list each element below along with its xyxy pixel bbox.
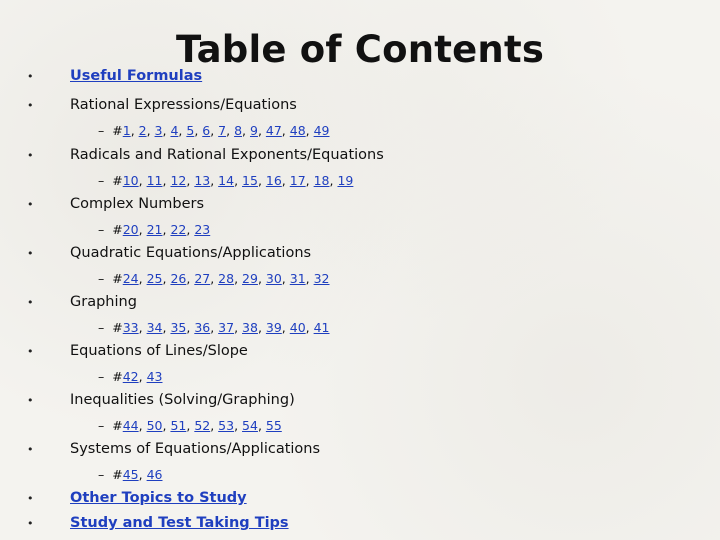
problem-link[interactable]: 12	[170, 172, 187, 188]
dash-marker: –	[98, 221, 105, 237]
problem-link[interactable]: 4	[170, 122, 179, 138]
separator: ,	[257, 172, 266, 188]
hash-marker: #	[112, 270, 123, 286]
separator: ,	[138, 221, 147, 237]
toc-item	[0, 511, 720, 535]
problem-link[interactable]: 49	[313, 122, 330, 138]
separator: ,	[257, 417, 266, 433]
toc-item	[0, 388, 720, 412]
problem-link[interactable]: 40	[289, 319, 306, 335]
toc-topic-label: Radicals and Rational Exponents/Equations	[70, 147, 384, 163]
bullet-icon: •	[27, 491, 34, 505]
page-title: Table of Contents	[175, 28, 545, 71]
toc-item	[0, 93, 720, 117]
toc-link[interactable]: Useful Formulas	[70, 68, 203, 84]
toc-link[interactable]: Other Topics to Study	[70, 490, 247, 506]
separator: ,	[281, 319, 290, 335]
problem-link[interactable]: 52	[194, 417, 211, 433]
problem-link[interactable]: 23	[194, 221, 211, 237]
separator: ,	[281, 270, 290, 286]
separator: ,	[210, 270, 219, 286]
problem-link[interactable]: 29	[242, 270, 258, 286]
separator: ,	[186, 417, 195, 433]
separator: ,	[178, 122, 187, 138]
separator: ,	[329, 172, 338, 188]
separator: ,	[257, 270, 266, 286]
problem-link[interactable]: 15	[242, 172, 258, 188]
problem-links	[98, 222, 210, 237]
separator: ,	[226, 122, 235, 138]
separator: ,	[162, 319, 171, 335]
separator: ,	[138, 417, 147, 433]
bullet-icon: •	[27, 442, 34, 456]
toc-subitem	[0, 315, 720, 339]
bullet-icon: •	[27, 295, 34, 309]
problem-links	[98, 271, 330, 286]
separator: ,	[186, 221, 195, 237]
problem-links	[98, 320, 330, 335]
toc-item	[0, 339, 720, 363]
problem-link[interactable]: 21	[146, 221, 163, 237]
problem-link[interactable]: 14	[218, 172, 235, 188]
problem-links	[98, 467, 163, 482]
problem-link[interactable]: 1	[122, 122, 131, 138]
toc-topic-label: Inequalities (Solving/Graphing)	[70, 392, 295, 408]
problem-link[interactable]: 55	[265, 417, 282, 433]
problem-link[interactable]: 10	[122, 172, 139, 188]
separator: ,	[305, 270, 314, 286]
problem-link[interactable]: 31	[289, 270, 306, 286]
problem-link[interactable]: 2	[138, 122, 147, 138]
problem-link[interactable]: 13	[194, 172, 211, 188]
dash-marker: –	[98, 270, 105, 286]
hash-marker: #	[112, 221, 123, 237]
separator: ,	[186, 172, 195, 188]
toc-topic-label: Rational Expressions/Equations	[70, 97, 297, 113]
separator: ,	[234, 270, 243, 286]
bullet-icon: •	[27, 98, 34, 112]
toc-topic-label: Equations of Lines/Slope	[70, 343, 248, 359]
toc-topic-label: Graphing	[70, 294, 137, 310]
problem-links	[98, 173, 353, 188]
bullet-icon: •	[27, 69, 34, 83]
separator: ,	[138, 319, 147, 335]
toc-item	[0, 437, 720, 461]
separator: ,	[162, 221, 171, 237]
toc-subitem	[0, 266, 720, 290]
toc-item	[0, 64, 720, 88]
toc-link[interactable]: Study and Test Taking Tips	[70, 515, 289, 531]
separator: ,	[138, 270, 147, 286]
problem-link[interactable]: 35	[170, 319, 187, 335]
problem-link[interactable]: 9	[249, 122, 258, 138]
bullet-icon: •	[27, 148, 34, 162]
separator: ,	[305, 122, 314, 138]
separator: ,	[281, 172, 290, 188]
problem-link[interactable]: 41	[313, 319, 330, 335]
hash-marker: #	[112, 172, 123, 188]
problem-link[interactable]: 28	[218, 270, 235, 286]
problem-link[interactable]: 27	[194, 270, 211, 286]
problem-link[interactable]: 44	[122, 417, 139, 433]
dash-marker: –	[98, 122, 105, 138]
problem-link[interactable]: 34	[146, 319, 163, 335]
toc-topic-label: Quadratic Equations/Applications	[70, 245, 312, 261]
problem-link[interactable]: 51	[170, 417, 187, 433]
separator: ,	[210, 122, 219, 138]
separator: ,	[305, 319, 314, 335]
separator: ,	[210, 172, 219, 188]
separator: ,	[210, 417, 219, 433]
hash-marker: #	[112, 368, 123, 384]
problem-link[interactable]: 42	[122, 368, 139, 384]
toc-topic-label: Complex Numbers	[70, 196, 205, 212]
separator: ,	[210, 319, 219, 335]
toc-item	[0, 241, 720, 265]
dash-marker: –	[98, 319, 105, 335]
problem-link[interactable]: 45	[122, 466, 139, 482]
toc-item	[0, 192, 720, 216]
separator: ,	[186, 319, 195, 335]
separator: ,	[130, 122, 139, 138]
toc-subitem	[0, 413, 720, 437]
problem-link[interactable]: 18	[313, 172, 330, 188]
problem-link[interactable]: 6	[202, 122, 211, 138]
problem-link[interactable]: 54	[242, 417, 258, 433]
problem-link[interactable]: 25	[146, 270, 163, 286]
dash-marker: –	[98, 417, 105, 433]
toc-subitem	[0, 217, 720, 241]
problem-link[interactable]: 3	[154, 122, 163, 138]
separator: ,	[146, 122, 155, 138]
toc-item	[0, 486, 720, 510]
separator: ,	[162, 172, 171, 188]
problem-link[interactable]: 33	[122, 319, 139, 335]
toc-subitem	[0, 168, 720, 192]
separator: ,	[162, 270, 171, 286]
separator: ,	[234, 319, 243, 335]
problem-link[interactable]: 47	[265, 122, 282, 138]
problem-links	[98, 123, 330, 138]
separator: ,	[234, 417, 243, 433]
toc-item	[0, 143, 720, 167]
problem-link[interactable]: 48	[289, 122, 306, 138]
bullet-icon: •	[27, 393, 34, 407]
problem-link[interactable]: 36	[194, 319, 211, 335]
problem-link[interactable]: 46	[146, 466, 163, 482]
bullet-icon: •	[27, 344, 34, 358]
problem-link[interactable]: 16	[265, 172, 282, 188]
problem-link[interactable]: 53	[218, 417, 235, 433]
problem-link[interactable]: 37	[218, 319, 235, 335]
separator: ,	[138, 466, 147, 482]
problem-link[interactable]: 39	[265, 319, 282, 335]
dash-marker: –	[98, 368, 105, 384]
problem-link[interactable]: 22	[170, 221, 187, 237]
toc-item	[0, 290, 720, 314]
separator: ,	[257, 122, 266, 138]
separator: ,	[194, 122, 203, 138]
toc-topic-label: Systems of Equations/Applications	[70, 441, 321, 457]
problem-link[interactable]: 20	[122, 221, 139, 237]
separator: ,	[281, 122, 290, 138]
problem-link[interactable]: 5	[186, 122, 195, 138]
problem-link[interactable]: 38	[242, 319, 258, 335]
bullet-icon: •	[27, 197, 34, 211]
hash-marker: #	[112, 417, 123, 433]
separator: ,	[186, 270, 195, 286]
problem-link[interactable]: 19	[337, 172, 354, 188]
toc-subitem	[0, 462, 720, 486]
dash-marker: –	[98, 466, 105, 482]
problem-link[interactable]: 50	[146, 417, 163, 433]
problem-link[interactable]: 17	[289, 172, 306, 188]
problem-link[interactable]: 24	[122, 270, 139, 286]
problem-link[interactable]: 32	[313, 270, 330, 286]
separator: ,	[138, 172, 147, 188]
problem-link[interactable]: 30	[265, 270, 282, 286]
toc-subitem	[0, 118, 720, 142]
separator: ,	[242, 122, 250, 138]
problem-link[interactable]: 26	[170, 270, 187, 286]
dash-marker: –	[98, 172, 105, 188]
problem-links	[98, 369, 163, 384]
separator: ,	[305, 172, 314, 188]
separator: ,	[162, 122, 171, 138]
problem-links	[98, 418, 282, 433]
problem-link[interactable]: 7	[218, 122, 227, 138]
hash-marker: #	[112, 319, 123, 335]
separator: ,	[162, 417, 171, 433]
bullet-icon: •	[27, 516, 34, 530]
hash-marker: #	[112, 466, 123, 482]
toc-subitem	[0, 364, 720, 388]
bullet-icon: •	[27, 246, 34, 260]
separator: ,	[138, 368, 147, 384]
problem-link[interactable]: 8	[234, 122, 243, 138]
problem-link[interactable]: 11	[146, 172, 163, 188]
separator: ,	[234, 172, 243, 188]
hash-marker: #	[112, 122, 123, 138]
problem-link[interactable]: 43	[146, 368, 163, 384]
separator: ,	[257, 319, 266, 335]
